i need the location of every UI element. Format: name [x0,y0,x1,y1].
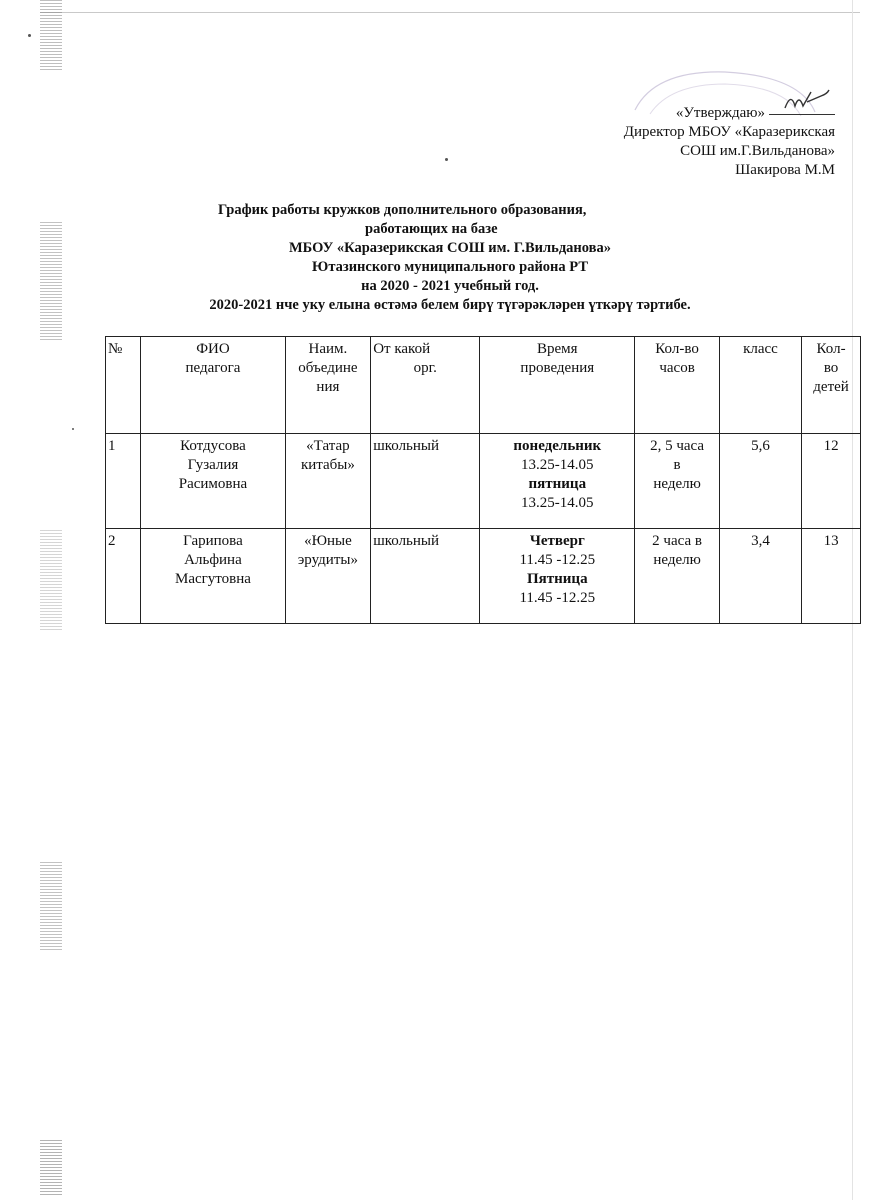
table-header-row [106,337,861,434]
approval-heading [535,104,835,123]
scan-edge-top [40,12,860,13]
row-org: школьный [371,529,480,624]
scan-speck [72,428,74,430]
scan-speck [28,34,31,37]
scan-artifact [40,0,62,70]
table-row [106,529,861,624]
row-fio: Гарипова Альфина Масгутовна [141,529,285,624]
row-time: Четверг 11.45 -12.25 Пятница 11.45 -12.25 [480,529,635,624]
title-line-1: График работы кружков дополнительного образования, [218,202,587,218]
title-line-3: МБОУ «Каразерикская СОШ им. Г.Вильданова» [289,240,611,256]
title-line-6: 2020-2021 нче уку елына өстәмә белем бирү түгәрәкләрен үткәрү тәртибе. [209,297,691,313]
approval-label: «Утверждаю» [675,105,765,121]
scan-artifact [40,1140,62,1195]
header-org: От какой орг. [371,337,480,434]
row-time: понедельник 13.25-14.05 пятница 13.25-14.05 [480,434,635,529]
row-kids: 13 [802,529,861,624]
row-class: 3,4 [719,529,801,624]
header-club: Наим. объедине ния [285,337,371,434]
title-line-5: на 2020 - 2021 учебный год. [361,278,539,294]
row-class: 5,6 [719,434,801,529]
header-kids: Кол- во детей [802,337,861,434]
document-title [170,201,730,315]
title-line-4: Ютазинского муниципального района РТ [312,259,588,275]
row-fio: Котдусова Гузалия Расимовна [141,434,285,529]
table-row [106,434,861,529]
schedule-table [105,336,861,624]
row-org: школьный [371,434,480,529]
header-time: Время проведения [480,337,635,434]
scan-artifact [40,530,62,630]
header-hours: Кол-во часов [635,337,719,434]
header-fio: ФИО педагога [141,337,285,434]
row-kids: 12 [802,434,861,529]
row-num: 2 [106,529,141,624]
row-club: «Юные эрудиты» [285,529,371,624]
scan-artifact [40,860,62,950]
approval-position-1: Директор МБОУ «Каразерикская [623,124,835,140]
row-hours: 2, 5 часа в неделю [635,434,719,529]
scan-artifact [40,220,62,340]
row-hours: 2 часа в неделю [635,529,719,624]
approval-name: Шакирова М.М [735,162,835,178]
scan-speck [445,158,448,161]
approval-block [535,104,835,180]
row-club: «Татар китабы» [285,434,371,529]
signature-line [769,114,835,115]
row-num: 1 [106,434,141,529]
title-line-2: работающих на базе [365,221,498,237]
approval-position-2: СОШ им.Г.Вильданова» [680,143,835,159]
header-num: № [106,337,141,434]
header-class: класс [719,337,801,434]
